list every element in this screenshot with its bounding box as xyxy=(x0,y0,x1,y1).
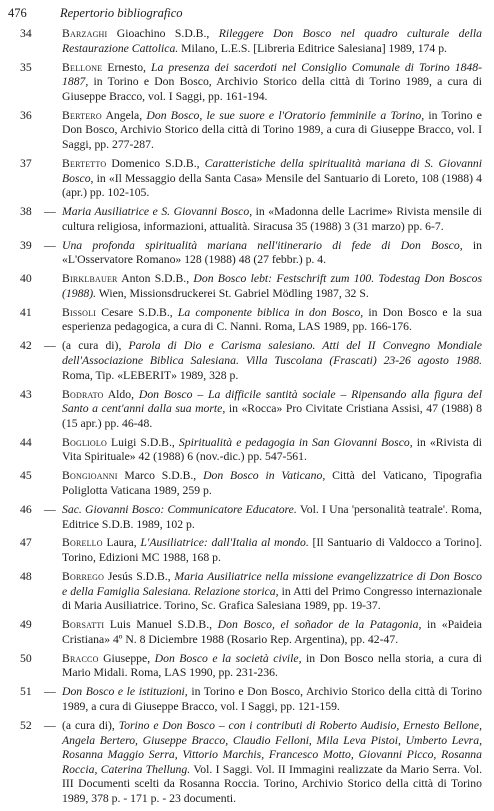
entry-author: Bertetto xyxy=(62,156,107,170)
entry-title: Una profonda spiritualità mariana nell'itinerario di fede di Don Bosco, xyxy=(62,238,463,252)
entry-publication: [Il Santuario di Valdocco a Torino]. Torino, Edizioni MC 1988, 168 p. xyxy=(62,536,483,565)
entry-publication: Città del Vaticano, Tipografia Poliglotta Vaticana 1989, 259 p. xyxy=(62,469,482,497)
entry-dash: — xyxy=(44,502,56,516)
entry-publication: in «Rocca» Pro Civitate Cristiana Assisi, 47 (1988) 8 (15 apr.) pp. 46-48. xyxy=(62,402,482,430)
entry-author: Birklbauer xyxy=(62,272,118,286)
entry-text: (a cura di), xyxy=(62,718,119,732)
entry-publication: in «Il Messaggio della Santa Casa» Mensile del Santuario di Loreto, 108 (1988) 4 (apr.) pp. 102-105. xyxy=(62,171,482,200)
entry-text: Anton S.D.B., xyxy=(117,272,194,286)
entry-dash: — xyxy=(44,718,56,732)
entry-author: Bertero xyxy=(62,108,102,122)
entry-number: 41 xyxy=(20,305,32,319)
entry-publication: Wien, Missionsdruckerei St. Gabriel Mödling 1987, 32 S. xyxy=(96,286,369,300)
entry-title: Don Bosco in Vaticano, xyxy=(203,469,326,483)
entry-publication: in Torino e Don Bosco, Archivio Storico della città di Torino 1989, a cura di Giuseppe Bracco, vol. I Saggi, pp. 121-159. xyxy=(62,685,482,713)
bibliography-entry xyxy=(0,109,494,153)
entry-publication: Vol. I Saggi. Vol. II Immagini realizzate da Mario Serra. Vol. III Documenti scelti da Rosanna Roccia. Torino, Archivio Storico della città di Torino 1989, 378 p. - 171 p. - 23 documenti. xyxy=(62,762,483,805)
entry-author: Borsatti xyxy=(62,618,105,632)
page-number: 476 xyxy=(8,6,27,20)
bibliography-entry xyxy=(0,536,494,565)
entry-dash: — xyxy=(44,685,56,699)
entry-number: 44 xyxy=(20,435,32,449)
entry-title: Don Bosco – La difficile santità sociale – Ripensando alla figura del Santo a cent'anni dalla sua morte, xyxy=(62,387,482,416)
entry-publication: Roma, Tip. «LEBERIT» 1989, 328 p. xyxy=(62,368,239,382)
entry-title: La componente biblica in don Bosco, xyxy=(177,305,364,319)
entry-title: Maria Ausiliatrice e S. Giovanni Bosco, xyxy=(62,205,253,219)
bibliography-entry xyxy=(0,570,494,614)
entry-text: Domenico S.D.B., xyxy=(106,156,205,170)
entry-number: 35 xyxy=(20,60,32,74)
entry-text: Luigi S.D.B., xyxy=(106,435,179,449)
bibliography-entry xyxy=(0,469,494,498)
entry-number: 46 xyxy=(20,502,32,516)
entry-author: Bellone xyxy=(62,60,103,74)
entry-number: 39 xyxy=(20,238,32,252)
entry-publication: in «Rivista di Vita Spirituale» 42 (1988) 6 (nov.-dic.) pp. 547-561. xyxy=(62,435,482,464)
entry-text: Ernesto, xyxy=(102,60,152,74)
entry-publication: in Don Bosco nella storia, a cura di Mario Midali. Roma, LAS 1990, pp. 231-236. xyxy=(62,651,482,680)
entry-text: Giuseppe, xyxy=(98,651,155,665)
entry-author: Borello xyxy=(62,536,103,550)
entry-author: Bissoli xyxy=(62,305,97,319)
entry-number: 38 xyxy=(20,205,32,219)
entry-title: Maria Ausiliatrice nella missione evangelizzatrice di Don Bosco e della Famiglia Salesiana. Relazione storica, xyxy=(62,570,482,598)
entry-text: Angela, xyxy=(101,108,147,122)
entry-author: Bogliolo xyxy=(62,435,107,449)
entry-author: Bracco xyxy=(62,651,99,665)
entry-text: Aldo, xyxy=(103,387,139,401)
entry-title: Caratteristiche della spiritualità mariana di S. Giovanni Bosco, xyxy=(62,156,483,185)
entry-number: 34 xyxy=(20,27,32,40)
entry-text: Luis Manuel S.D.B., xyxy=(104,618,218,632)
entry-text: Laura, xyxy=(102,536,141,550)
entry-text: Gioachino S.D.B., xyxy=(107,27,219,40)
entry-publication: in «Madonna delle Lacrime» Rivista mensile di cultura religiosa, informazioni, attualità. Siracusa 35 (1988) 3 (31 marzo) pp. 6-7. xyxy=(62,205,482,233)
entry-publication: in Atti del Primo Congresso internazionale di Maria Ausiliatrice. Torino, Sc. Grafica Salesiana 1989, pp. 19-37. xyxy=(62,584,482,613)
entry-number: 50 xyxy=(20,651,32,665)
page-header xyxy=(8,4,486,22)
entry-author: Bodrato xyxy=(62,387,104,401)
entry-publication: Vol. I Una 'personalità teatrale'. Roma, Editrice S.D.B. 1989, 102 p. xyxy=(62,502,482,531)
entry-number: 51 xyxy=(20,685,32,699)
entry-number: 42 xyxy=(20,339,32,353)
entry-number: 37 xyxy=(20,156,32,170)
bibliography-entry xyxy=(0,685,494,714)
entry-title: Don Bosco, el soñador de la Patagonia, xyxy=(217,618,422,632)
bibliography-entry xyxy=(0,272,494,301)
entry-publication: in Don Bosco e la sua esperienza pedagogica, a cura di C. Nanni. Roma, LAS 1989, pp. 166-176. xyxy=(62,305,482,334)
bibliography-entry xyxy=(0,239,494,268)
bibliography-entry xyxy=(0,436,494,465)
entry-text: Marco S.D.B., xyxy=(117,469,204,483)
bibliography-entry xyxy=(0,618,494,647)
entry-number: 52 xyxy=(20,718,32,732)
entry-title: Parola di Dio e Carisma salesiano. Atti del II Convegno Mondiale dell'Associazione Biblica Salesiana. Villa Tuscolana (Frascati) 23-26 agosto 1988. xyxy=(62,339,482,367)
entry-text: (a cura di), xyxy=(62,339,129,353)
entry-dash: — xyxy=(44,238,56,252)
bibliography-entry xyxy=(0,205,494,234)
entry-number: 48 xyxy=(20,570,32,584)
entry-dash: — xyxy=(44,205,56,219)
bibliography-list xyxy=(0,27,494,811)
entry-title: Don Bosco e le istituzioni, xyxy=(62,685,188,699)
entry-title: Sac. Giovanni Bosco: Communicatore Educatore. xyxy=(62,502,297,516)
entry-author: Barzaghi xyxy=(62,27,108,40)
entry-number: 36 xyxy=(20,108,32,122)
entry-publication: in Torino e Don Bosco, Archivio Storico della città di Torino 1989, a cura di Giuseppe Bracco, vol. I Saggi, pp. 161-194. xyxy=(62,75,482,103)
entry-title: Don Bosco e la società civile, xyxy=(154,651,302,665)
entry-number: 43 xyxy=(20,387,32,401)
entry-title: Rileggere Don Bosco nel quadro culturale della Restaurazione Cattolica. xyxy=(62,27,482,55)
entry-publication: in «Paideia Cristiana» 4º N. 8 Diciembre 1988 (Rosario Rep. Argentina), pp. 42-47. xyxy=(62,618,482,646)
bibliography-entry xyxy=(0,306,494,335)
entry-title: La presenza dei sacerdoti nel Consiglio Comunale di Torino 1848-1887, xyxy=(62,60,483,89)
bibliography-entry xyxy=(0,157,494,201)
entry-publication: Milano, L.E.S. [Libreria Editrice Salesiana] 1989, 174 p. xyxy=(178,41,447,55)
entry-author: Borrego xyxy=(62,570,105,584)
bibliography-entry xyxy=(0,652,494,681)
entry-text: Cesare S.D.B., xyxy=(96,305,178,319)
entry-publication: in Torino e Don Bosco, Archivio Storico della città di Torino 1989, a cura di Giuseppe Bracco, vol. I Saggi, pp. 277-287. xyxy=(62,108,482,151)
entry-dash: — xyxy=(44,339,56,353)
entry-number: 45 xyxy=(20,469,32,483)
entry-text: Jesús S.D.B., xyxy=(104,570,175,584)
bibliography-entry xyxy=(0,719,494,807)
entry-author: Bongioanni xyxy=(62,469,118,483)
entry-title: Spiritualità e pedagogia in San Giovanni Bosco, xyxy=(178,435,413,449)
bibliography-entry xyxy=(0,388,494,432)
entry-publication: in «L'Osservatore Romano» 128 (1988) 48 (27 febbr.) p. 4. xyxy=(62,238,482,267)
bibliography-entry xyxy=(0,503,494,532)
running-title: Repertorio bibliografico xyxy=(60,6,183,20)
bibliography-entry xyxy=(0,339,494,383)
entry-number: 49 xyxy=(20,618,32,632)
entry-title: Don Bosco lebt: Festschrift zum 100. Todestag Don Boscos (1988). xyxy=(62,272,482,300)
entry-title: L'Ausiliatrice: dall'Italia al mondo. xyxy=(140,536,309,550)
entry-title: Don Bosco, le sue suore e l'Oratorio femminile a Torino, xyxy=(146,108,425,122)
entry-number: 47 xyxy=(20,536,32,550)
entry-title: Torino e Don Bosco – con i contributi di Roberto Audisio, Ernesto Bellone, Angela Bertero, Giuseppe Bracco, Claudio Felloni, Mila Leva Pistoi, Umberto Levra, Rosanna Maggio Serra, Vittorio Marchis, Francesco Motto, Giovanni Picco, Rosanna Roccia, Caterina Thellung. xyxy=(62,718,482,776)
entry-number: 40 xyxy=(20,272,32,286)
bibliography-entry xyxy=(0,27,494,56)
bibliography-entry xyxy=(0,61,494,105)
